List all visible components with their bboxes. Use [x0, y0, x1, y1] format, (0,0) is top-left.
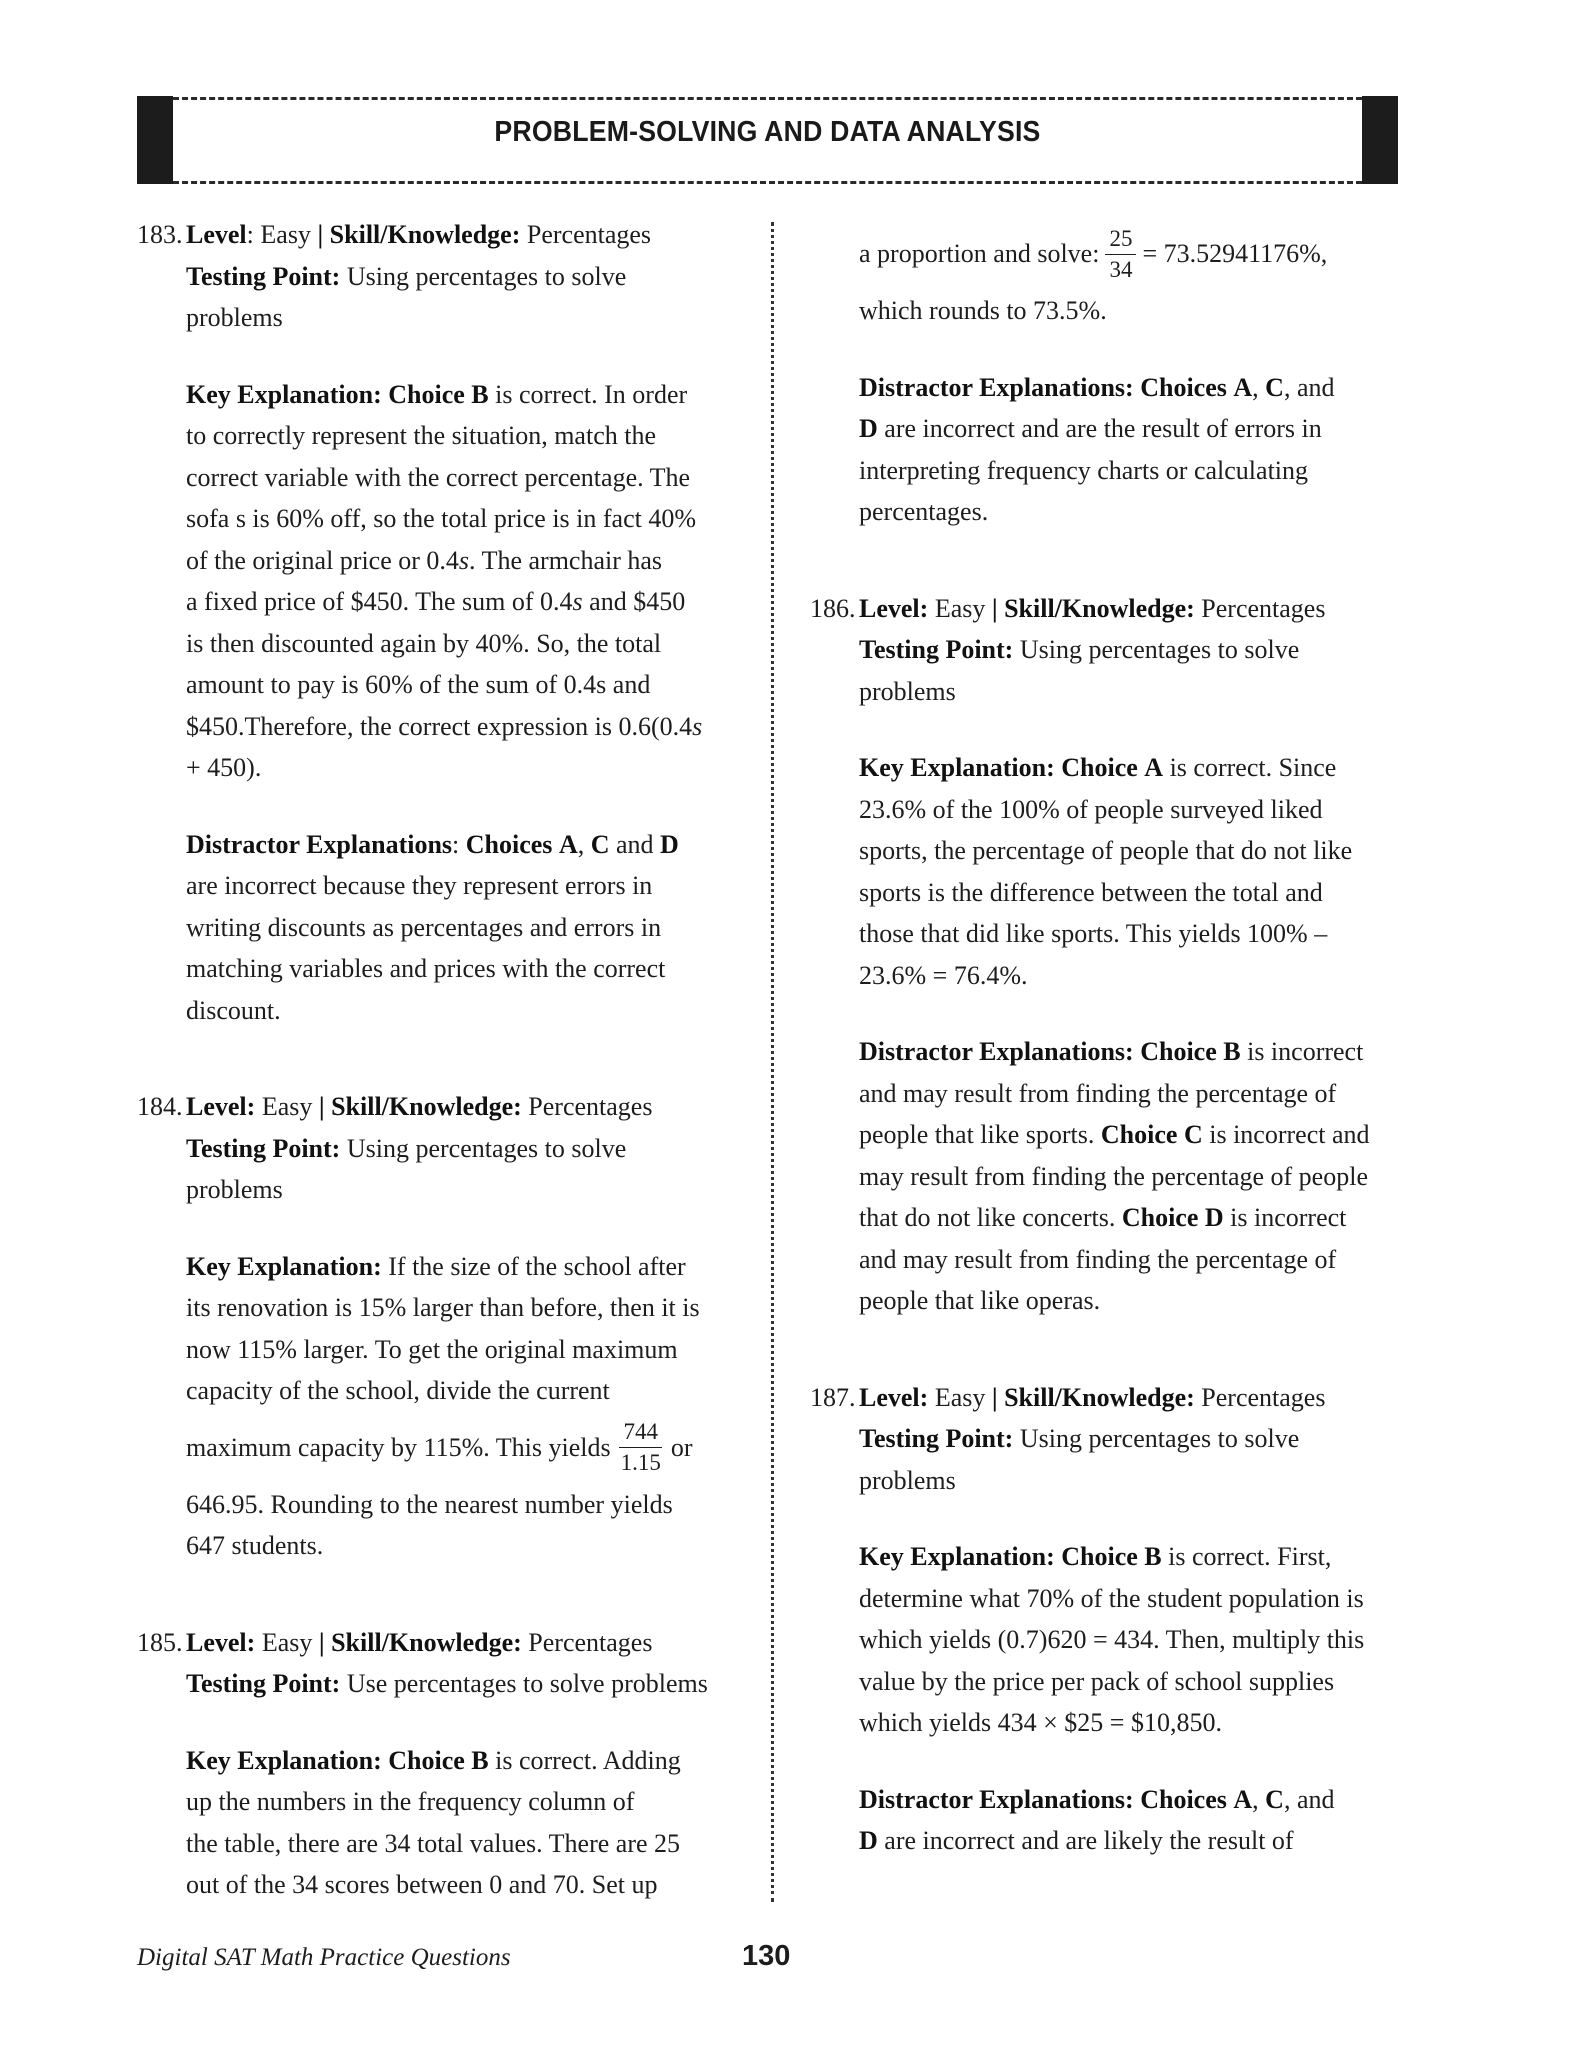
question-meta: Level: Easy | Skill/Knowledge: Percentages [186, 1627, 653, 1657]
text-line: out of the 34 scores between 0 and 70. Set up [186, 1870, 658, 1899]
testing-point-cont: problems [859, 1465, 956, 1495]
question-meta: Level: Easy | Skill/Knowledge: Percentages [859, 593, 1326, 623]
question-186 [810, 588, 1410, 1322]
text-line: now 115% larger. To get the original maximum [186, 1334, 678, 1364]
text-line: which rounds to 73.5%. [859, 296, 1107, 325]
text-line: sofa s is 60% off, so the total price is in fact 40% [186, 504, 697, 533]
text-line: those that did like sports. This yields 100% – [859, 919, 1328, 948]
text-line: matching variables and prices with the correct [186, 954, 666, 983]
text-line: D are incorrect and are the result of errors in [859, 414, 1322, 443]
header-dashed-rule-bottom [173, 181, 1362, 184]
distractor-explanation: Distractor Explanations: Choices A, C and D [186, 829, 679, 859]
text-line: to correctly represent the situation, match the [186, 421, 656, 450]
text-line: interpreting frequency charts or calculating [859, 455, 1309, 485]
testing-point: Testing Point: Use percentages to solve problems [186, 1669, 708, 1698]
question-number: 185. [137, 1627, 183, 1657]
text-line: that do not like concerts. Choice D is incorrect [859, 1203, 1347, 1232]
text-line: value by the price per pack of school supplies [859, 1666, 1335, 1696]
header-bar-left [137, 96, 173, 184]
fraction-744-over-1-15: $\frac{744}{1.15}$ [620, 1419, 661, 1475]
question-184 [137, 1086, 737, 1567]
question-number: 187. [810, 1382, 856, 1412]
distractor-explanation: Distractor Explanations: Choices A, C, and [859, 372, 1335, 402]
key-explanation: Key Explanation: Choice B is correct. First, [859, 1542, 1332, 1571]
testing-point: Testing Point: Using percentages to solve [186, 261, 627, 291]
testing-point-cont: problems [186, 1175, 283, 1204]
text-line: + 450). [186, 753, 262, 782]
fraction-25-over-34: $\frac{25}{34}$ [1105, 225, 1136, 284]
column-divider [771, 222, 774, 1902]
text-line: sports is the difference between the total and [859, 877, 1323, 907]
text-line: the table, there are 34 total values. There are 25 [186, 1828, 681, 1858]
question-187 [810, 1377, 1410, 1862]
testing-point-cont: problems [186, 303, 283, 332]
left-column [137, 214, 737, 1906]
book-title: Digital SAT Math Practice Questions [137, 1944, 511, 1971]
text-line: correct variable with the correct percentage. The [186, 462, 691, 492]
question-number: 184. [137, 1092, 183, 1121]
text-line: discount. [186, 995, 281, 1025]
key-explanation: Key Explanation: Choice A is correct. Since [859, 753, 1337, 782]
header-bar-right [1362, 96, 1398, 184]
text-line-with-fraction: maximum capacity by 115%. This yields $\frac{744}{1.15}$ or [186, 1419, 693, 1475]
text-line: is then discounted again by 40%. So, the total [186, 628, 662, 658]
text-line: which yields 434 × $25 = $10,850. [859, 1708, 1222, 1737]
question-number: 186. [810, 593, 856, 623]
key-explanation: Key Explanation: Choice B is correct. In order [186, 379, 688, 409]
question-185-continued [810, 218, 1410, 533]
page-number: 130 [742, 1940, 791, 1972]
text-line: a fixed price of $450. The sum of 0.4s and $450 [186, 587, 686, 616]
text-line: people that like operas. [859, 1286, 1101, 1315]
text-line: D are incorrect and are likely the result of [859, 1826, 1294, 1855]
text-line: which yields (0.7)620 = 434. Then, multiply this [859, 1625, 1365, 1654]
text-line: $450.Therefore, the correct expression is 0.6(0.4s [186, 711, 703, 741]
text-line: of the original price or 0.4s. The armchair has [186, 545, 663, 575]
testing-point: Testing Point: Using percentages to solve [859, 1424, 1300, 1453]
question-meta: Level: Easy | Skill/Knowledge: Percentages [186, 220, 652, 249]
key-explanation: Key Explanation: If the size of the school after [186, 1251, 686, 1281]
text-line: up the numbers in the frequency column of [186, 1787, 635, 1816]
text-line: writing discounts as percentages and errors in [186, 912, 662, 942]
distractor-explanation: Distractor Explanations: Choices A, C, and [859, 1784, 1335, 1814]
question-meta: Level: Easy | Skill/Knowledge: Percentages [859, 1382, 1326, 1412]
text-line: sports, the percentage of people that do not like [859, 836, 1353, 865]
text-line: determine what 70% of the student population is [859, 1583, 1364, 1613]
text-line: 646.95. Rounding to the nearest number yields [186, 1489, 673, 1519]
key-explanation: Key Explanation: Choice B is correct. Adding [186, 1745, 681, 1775]
question-185 [137, 1622, 737, 1906]
question-number: 183. [137, 220, 183, 249]
text-line: 23.6% of the 100% of people surveyed liked [859, 794, 1323, 824]
text-line: amount to pay is 60% of the sum of 0.4s and [186, 670, 651, 699]
text-line: people that like sports. Choice C is incorrect and [859, 1120, 1370, 1149]
text-line: its renovation is 15% larger than before, then it is [186, 1293, 700, 1322]
testing-point: Testing Point: Using percentages to solve [186, 1133, 627, 1163]
question-meta: Level: Easy | Skill/Knowledge: Percentages [186, 1092, 653, 1121]
text-line: 647 students. [186, 1531, 324, 1560]
text-line: and may result from finding the percentage of [859, 1244, 1337, 1274]
text-line: and may result from finding the percentage of [859, 1078, 1337, 1108]
right-column [810, 218, 1410, 1862]
text-line: are incorrect because they represent errors in [186, 871, 653, 900]
text-line: percentages. [859, 497, 989, 526]
text-line: 23.6% = 76.4%. [859, 960, 1028, 990]
header-dashed-rule-top [173, 97, 1362, 100]
testing-point: Testing Point: Using percentages to solve [859, 635, 1300, 664]
testing-point-cont: problems [859, 676, 956, 706]
text-line: capacity of the school, divide the current [186, 1376, 610, 1405]
text-line: may result from finding the percentage of people [859, 1161, 1368, 1191]
question-183 [137, 214, 737, 1031]
distractor-explanation: Distractor Explanations: Choice B is incorrect [859, 1037, 1364, 1066]
text-line-with-fraction: a proportion and solve: $\frac{25}{34}$ = 73.52941176%, [859, 225, 1328, 282]
section-title: PROBLEM-SOLVING AND DATA ANALYSIS [494, 116, 1041, 148]
